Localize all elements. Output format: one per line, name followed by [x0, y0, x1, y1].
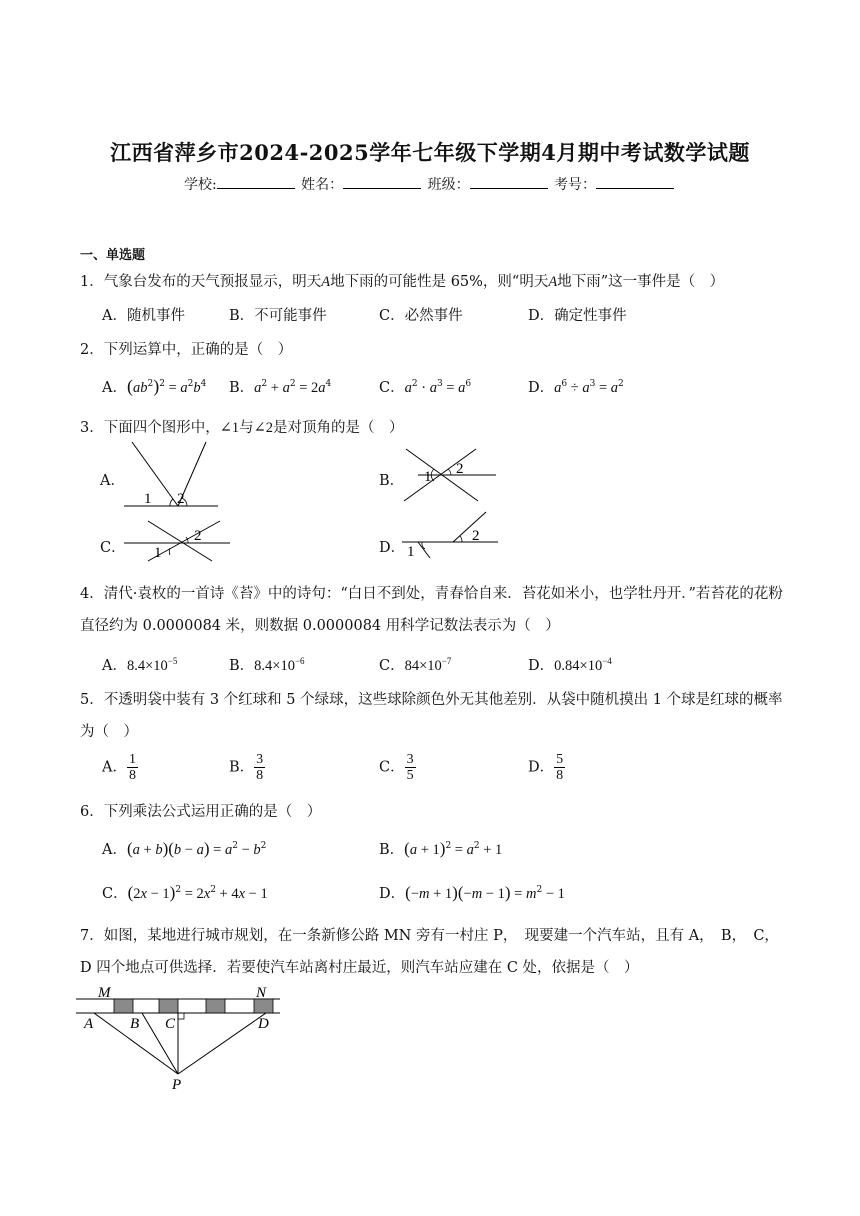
angle-1-label: 1: [154, 545, 162, 561]
question-4-option-c[interactable]: C．$84\times 10^{-7}$: [379, 656, 452, 674]
page-title: 江西省萍乡市2024-2025学年七年级下学期4月期中考试数学试题: [110, 140, 750, 165]
question-7-figure: [76, 982, 286, 1094]
question-6-option-b[interactable]: B．$(a + 1)^2 = a^2 + 1$: [379, 839, 503, 858]
class-blank[interactable]: [470, 175, 548, 189]
fraction: $\frac{3}{5}$: [406, 752, 414, 783]
question-3-figure-c: [120, 515, 235, 565]
fraction: $\frac{5}{8}$: [556, 752, 564, 783]
question-1-option-d[interactable]: D．确定性事件: [528, 308, 627, 324]
question-2-option-a[interactable]: A．$(ab^2)^2 = a^2b^4$: [102, 376, 207, 396]
question-3-option-d[interactable]: D．: [379, 540, 406, 556]
angle-2-label: 2: [177, 491, 185, 507]
school-blank[interactable]: [217, 175, 295, 189]
question-3-option-c[interactable]: C．: [100, 540, 126, 556]
question-3-figure-b: [398, 445, 503, 505]
question-6-option-a[interactable]: A．$(a + b)(b - a) = a^2 - b^2$: [102, 839, 267, 858]
exam-no-blank[interactable]: [596, 175, 674, 189]
question-4-option-d[interactable]: D．$0.84\times 10^{-4}$: [528, 656, 612, 674]
question-2-option-c[interactable]: C．$a^2 \cdot a^3 = a^6$: [379, 379, 472, 396]
question-6-stem: 6．下列乘法公式运用正确的是（ ）: [80, 804, 322, 820]
exam-no-label: 考号：: [554, 177, 597, 193]
question-1-stem: 1．气象台发布的天气预报显示，明天A地下雨的可能性是 65%，则“明天A地下雨”这一事件是（ ）: [80, 274, 725, 290]
question-7-stem: 7．如图，某地进行城市规划，在一条新修公路 MN 旁有一村庄 P， 现要建一个汽车站，且有 A， B， C，D 四个地点可供选择．若要使汽车站离村庄最近，则汽车站应建在 C 处，依据是（ ）: [80, 928, 779, 976]
section-heading: 一、单选题: [80, 248, 146, 263]
question-4-option-b[interactable]: B．$8.4\times 10^{-6}$: [229, 656, 305, 674]
question-5-option-c[interactable]: C． $\frac{3}{5}$: [379, 752, 414, 783]
question-3-option-a[interactable]: A．: [100, 473, 125, 489]
question-1-option-c[interactable]: C．必然事件: [379, 308, 463, 324]
name-label: 姓名：: [301, 177, 344, 193]
point-d-label: D: [258, 1016, 269, 1032]
point-p-label: P: [172, 1077, 182, 1093]
student-info-line: [0, 174, 860, 194]
angle-1-label: 1: [407, 544, 415, 560]
angle-1-label: 1: [424, 469, 432, 485]
question-3-figure-a: [120, 440, 225, 515]
question-3-figure-d: [398, 508, 503, 563]
angle-1-label: 1: [144, 491, 152, 507]
question-5-option-b[interactable]: B． $\frac{3}{8}$: [229, 752, 264, 783]
fraction: $\frac{1}{8}$: [128, 752, 136, 783]
question-4-stem: 4．清代·袁枚的一首诗《苔》中的诗句：“白日不到处，青春恰自来．苔花如米小，也学牡丹开．”若苔花的花粉直径约为 0.0000084 米，则数据 0.0000084 用科学记数法表示为（ ）: [80, 586, 783, 634]
question-2-option-d[interactable]: D．$a^6 \div a^3 = a^2$: [528, 379, 624, 396]
question-2-option-b[interactable]: B．$a^2 + a^2 = 2a^4$: [229, 379, 332, 396]
class-label: 班级：: [427, 177, 470, 193]
question-5-option-a[interactable]: A． $\frac{1}{8}$: [102, 752, 136, 783]
question-6-option-c[interactable]: C．$(2x - 1)^2 = 2x^2 + 4x - 1$: [102, 883, 268, 902]
point-c-label: C: [165, 1016, 176, 1032]
point-n-label: N: [256, 985, 267, 1001]
angle-2-label: 2: [194, 528, 202, 544]
point-m-label: M: [98, 985, 111, 1001]
name-blank[interactable]: [343, 175, 421, 189]
fraction: $\frac{3}{8}$: [256, 752, 264, 783]
angle-2-label: 2: [472, 528, 480, 544]
question-5-stem: 5．不透明袋中装有 3 个红球和 5 个绿球，这些球除颜色外无其他差别．从袋中随机摸出 1 个球是红球的概率为（ ）: [80, 692, 783, 740]
question-3-option-b[interactable]: B．: [379, 473, 405, 489]
question-1-option-b[interactable]: B．不可能事件: [229, 308, 327, 324]
angle-2-label: 2: [456, 461, 464, 477]
question-5-option-d[interactable]: D． $\frac{5}{8}$: [528, 752, 564, 783]
question-3-stem: 3．下面四个图形中，∠1与∠2是对顶角的是（ ）: [80, 420, 404, 436]
point-b-label: B: [130, 1016, 140, 1032]
point-a-label: A: [84, 1016, 94, 1032]
school-label: 学校:: [183, 177, 217, 193]
question-2-stem: 2．下列运算中，正确的是（ ）: [80, 342, 293, 358]
question-1-option-a[interactable]: A．随机事件: [102, 308, 185, 324]
question-6-option-d[interactable]: D．$(-m + 1)(-m - 1) = m^2 - 1$: [379, 883, 565, 902]
question-4-option-a[interactable]: A．$8.4\times 10^{-5}$: [102, 656, 178, 674]
